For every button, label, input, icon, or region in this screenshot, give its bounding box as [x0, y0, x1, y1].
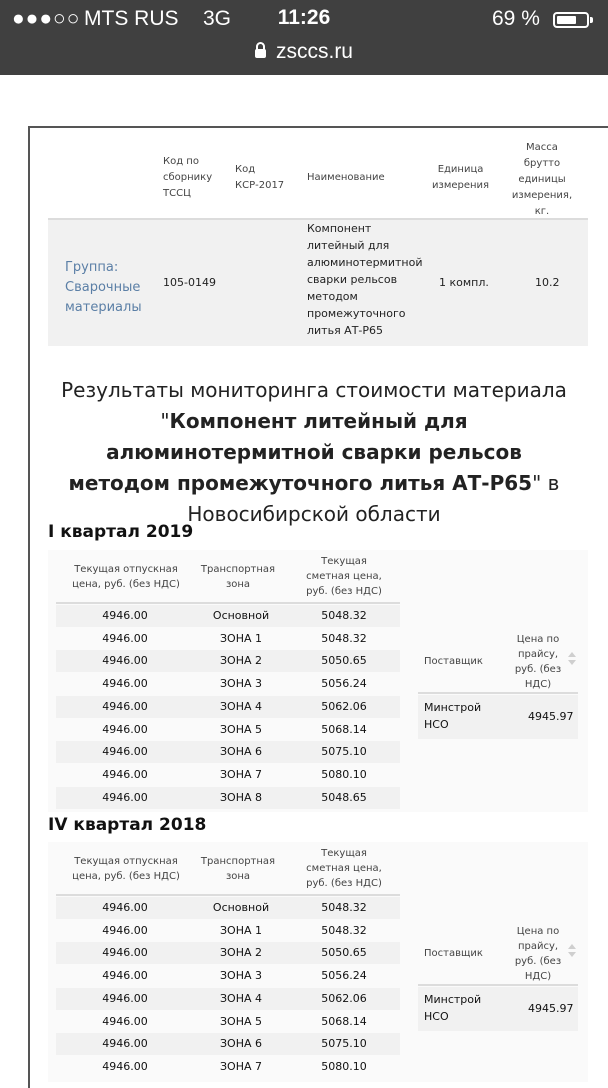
title-suffix: " в Новосибирской области: [187, 471, 560, 526]
table-row: [56, 605, 400, 627]
cell-transport-zone: Основной: [194, 897, 288, 919]
cell-release-price: 4946.00: [56, 696, 194, 718]
cell-estimate-price: 5062.06: [288, 696, 400, 718]
cell-release-price: 4946.00: [56, 605, 194, 627]
header-estimate-price: Текущая сметная цена, руб. (без НДС): [306, 556, 382, 597]
header-transport-zone: Транспортная зона: [200, 564, 276, 590]
table-row: [56, 673, 400, 695]
cell-name: Компонент литейный для алюминотермитной сварки рельсов методом промежуточного литья АТ-Р65: [307, 222, 423, 337]
signal-strength-icon: ●●●○○: [12, 7, 81, 30]
cell-transport-zone: ЗОНА 6: [194, 741, 288, 763]
cell-transport-zone: ЗОНА 5: [219, 1014, 262, 1028]
quarter-title: I квартал 2019: [48, 522, 194, 542]
cell-mass: 10.2: [535, 276, 560, 289]
cell-release-price: 4946.00: [102, 969, 148, 983]
sort-icon[interactable]: [568, 652, 576, 666]
cell-release-price: 4946.00: [56, 988, 194, 1010]
cell-estimate-price: 5048.32: [321, 923, 367, 937]
header-mass: Масса брутто единицы измерения, кг.: [511, 142, 573, 217]
header-code-ksr: Код КСР-2017: [235, 164, 285, 191]
table-row: [56, 1033, 400, 1055]
supplier-table-header: [418, 626, 578, 694]
cell-estimate-price: 5075.10: [288, 1033, 400, 1055]
cell-transport-zone: ЗОНА 5: [219, 722, 262, 736]
cell-estimate-price: 5056.24: [321, 969, 367, 983]
url-text: zsccs.ru: [275, 40, 353, 63]
header-list-price: Цена по прайсу, руб. (без НДС): [514, 634, 562, 690]
price-table-header: [56, 550, 400, 604]
table-row: [56, 897, 400, 919]
cell-transport-zone: ЗОНА 4: [194, 988, 288, 1010]
cell-code-tsscc: 105-0149: [163, 276, 216, 289]
cell-list-price: 4945.97: [528, 1002, 574, 1015]
table-row: [56, 719, 400, 741]
cell-estimate-price: 5050.65: [288, 650, 400, 672]
info-table-header: [48, 140, 588, 220]
header-name: Наименование: [307, 172, 385, 183]
info-table-row: [48, 220, 588, 346]
title-prefix: Результаты мониторинга стоимости материала ": [61, 378, 567, 433]
cell-estimate-price: 5080.10: [321, 767, 367, 781]
table-row: [56, 628, 400, 650]
price-table-header: [56, 842, 400, 896]
cell-transport-zone: ЗОНА 2: [194, 650, 288, 672]
cell-estimate-price: 5075.10: [288, 741, 400, 763]
cell-transport-zone: ЗОНА 1: [219, 923, 262, 937]
table-row: [56, 1011, 400, 1033]
header-supplier: Поставщик: [424, 656, 483, 667]
table-row: [56, 988, 400, 1010]
cell-transport-zone: ЗОНА 3: [219, 677, 262, 691]
supplier-table-header: [418, 918, 578, 986]
table-row: [56, 942, 400, 964]
cell-transport-zone: ЗОНА 1: [219, 631, 262, 645]
clock: 11:26: [277, 6, 331, 29]
cell-unit: 1 компл.: [439, 276, 489, 289]
status-bar: [0, 6, 608, 34]
table-row: [56, 920, 400, 942]
cell-release-price: 4946.00: [102, 722, 148, 736]
header-supplier: Поставщик: [424, 948, 483, 959]
battery-percent: 69 %: [492, 7, 540, 30]
cell-estimate-price: 5048.32: [321, 631, 367, 645]
table-row: [56, 741, 400, 763]
cell-estimate-price: 5062.06: [288, 988, 400, 1010]
quarter-section: [48, 550, 588, 812]
page-title: [60, 375, 568, 530]
table-row: [56, 1056, 400, 1078]
header-transport-zone: Транспортная зона: [200, 856, 276, 882]
cell-release-price: 4946.00: [56, 942, 194, 964]
cell-transport-zone: ЗОНА 8: [194, 787, 288, 809]
header-unit: Единица измерения: [432, 164, 490, 191]
header-list-price: Цена по прайсу, руб. (без НДС): [514, 926, 562, 982]
cell-transport-zone: ЗОНА 6: [194, 1033, 288, 1055]
cell-release-price: 4946.00: [56, 650, 194, 672]
cell-transport-zone: ЗОНА 3: [219, 969, 262, 983]
header-release-price: Текущая отпускная цена, руб. (без НДС): [72, 856, 180, 882]
table-row: [56, 965, 400, 987]
browser-chrome: [0, 0, 608, 75]
cell-transport-zone: ЗОНА 4: [194, 696, 288, 718]
header-release-price: Текущая отпускная цена, руб. (без НДС): [72, 564, 180, 590]
cell-transport-zone: Основной: [194, 605, 288, 627]
cell-release-price: 4946.00: [102, 923, 148, 937]
cell-release-price: 4946.00: [102, 1014, 148, 1028]
title-material: Компонент литейный для алюминотермитной сварки рельсов методом промежуточного литья АТ-Р65: [68, 409, 533, 495]
cell-estimate-price: 5050.65: [288, 942, 400, 964]
cell-estimate-price: 5080.10: [321, 1059, 367, 1073]
battery-icon: [553, 12, 589, 28]
address-bar[interactable]: [0, 40, 608, 64]
cell-release-price: 4946.00: [102, 1059, 148, 1073]
table-row: [56, 787, 400, 809]
quarter-title: IV квартал 2018: [48, 815, 207, 835]
cell-release-price: 4946.00: [102, 631, 148, 645]
table-row: [56, 696, 400, 718]
cell-supplier-name: Минстрой НСО: [424, 993, 482, 1023]
group-link[interactable]: Группа: Сварочные материалы: [65, 260, 142, 315]
cell-release-price: 4946.00: [102, 767, 148, 781]
supplier-row: [418, 987, 578, 1031]
cell-list-price: 4945.97: [528, 710, 574, 723]
sort-icon[interactable]: [568, 944, 576, 958]
cell-release-price: 4946.00: [102, 677, 148, 691]
cell-release-price: 4946.00: [56, 741, 194, 763]
header-code-tsscc: Код по сборнику ТССЦ: [163, 156, 213, 199]
lock-icon: [255, 49, 266, 58]
cell-transport-zone: ЗОНА 7: [219, 1059, 262, 1073]
cell-estimate-price: 5068.14: [321, 722, 367, 736]
cell-estimate-price: 5048.32: [288, 605, 400, 627]
cell-release-price: 4946.00: [56, 1033, 194, 1055]
cell-transport-zone: ЗОНА 7: [219, 767, 262, 781]
cell-estimate-price: 5056.24: [321, 677, 367, 691]
cell-release-price: 4946.00: [56, 897, 194, 919]
cell-transport-zone: ЗОНА 2: [194, 942, 288, 964]
carrier-name: MTS RUS: [84, 7, 179, 30]
network-type: 3G: [203, 7, 232, 30]
cell-estimate-price: 5048.65: [288, 787, 400, 809]
table-row: [56, 650, 400, 672]
cell-supplier-name: Минстрой НСО: [424, 701, 482, 731]
cell-estimate-price: 5048.32: [288, 897, 400, 919]
header-estimate-price: Текущая сметная цена, руб. (без НДС): [306, 848, 382, 889]
quarter-section: [48, 842, 588, 1082]
supplier-row: [418, 695, 578, 739]
table-row: [56, 764, 400, 786]
cell-release-price: 4946.00: [56, 787, 194, 809]
cell-estimate-price: 5068.14: [321, 1014, 367, 1028]
